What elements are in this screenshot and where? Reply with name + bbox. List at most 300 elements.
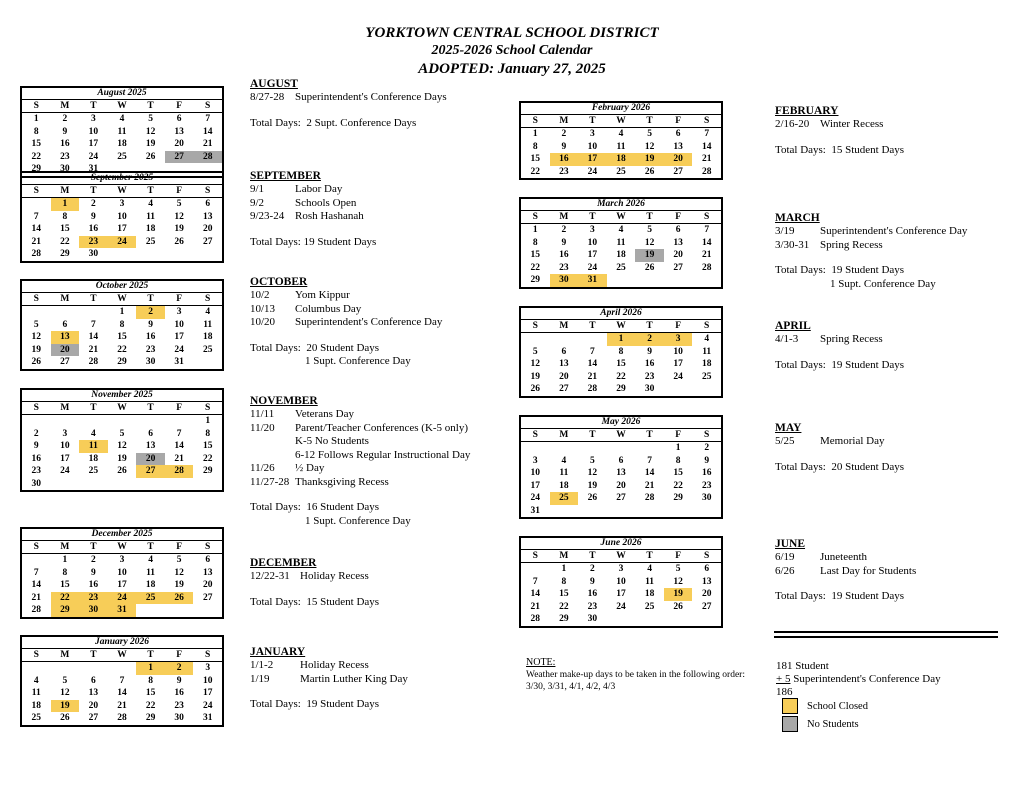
day-cell: 5 xyxy=(647,129,652,139)
empty-day xyxy=(578,442,607,455)
day-cell: 18 xyxy=(559,480,569,491)
day-cell: 15 xyxy=(60,224,70,234)
day-cell: 9 xyxy=(704,455,710,466)
event-item xyxy=(775,333,904,347)
day-cell: 24 xyxy=(202,700,213,711)
day-cell: 9 xyxy=(647,346,652,357)
day-cell: 27 xyxy=(88,713,99,723)
day-cell: 11 xyxy=(616,237,626,248)
day-grid xyxy=(521,224,721,287)
event-date: 11/11 xyxy=(250,408,275,420)
weekday-label: W xyxy=(616,212,626,222)
weekday-label: T xyxy=(589,116,596,126)
empty-day xyxy=(79,306,108,319)
day-grid xyxy=(22,306,222,369)
empty-day xyxy=(22,415,51,428)
day-cell: 15 xyxy=(616,359,626,369)
day-cell: 18 xyxy=(616,250,626,260)
day-cell: 7 xyxy=(205,114,211,124)
empty-day xyxy=(79,415,108,428)
event-item xyxy=(250,673,408,687)
legend-no-students xyxy=(782,716,859,732)
weekday-label: F xyxy=(675,430,682,440)
day-cell: 31 xyxy=(530,505,541,516)
month-calendar xyxy=(20,86,224,178)
day-cell: 30 xyxy=(31,478,42,489)
day-cell: 24 xyxy=(530,493,541,503)
weekday-header xyxy=(521,429,721,442)
month-events xyxy=(775,319,904,372)
weekday-label: S xyxy=(205,294,211,304)
weekday-label: T xyxy=(147,186,154,196)
weekday-label: M xyxy=(559,551,569,561)
day-cell: 25 xyxy=(88,466,99,476)
day-cell: 27 xyxy=(165,151,194,164)
day-cell: 2 xyxy=(635,333,664,346)
day-cell: 11 xyxy=(79,440,108,453)
month-events xyxy=(250,169,376,249)
day-cell: 21 xyxy=(701,250,712,260)
weekday-label: F xyxy=(675,551,682,561)
day-cell: 8 xyxy=(119,319,125,330)
month-events xyxy=(250,556,379,609)
day-cell: 5 xyxy=(176,199,182,209)
month-title: June 2026 xyxy=(521,538,721,550)
empty-day xyxy=(51,662,80,675)
month-title: February 2026 xyxy=(521,103,721,115)
day-cell: 20 xyxy=(202,224,213,234)
total-days: Total Days: 19 Student Days 1 Supt. Conference Day xyxy=(775,264,936,290)
empty-day xyxy=(521,333,550,346)
weekday-label: F xyxy=(176,403,183,413)
day-cell: 24 xyxy=(616,601,626,612)
day-cell: 5 xyxy=(647,225,652,235)
day-cell: 31 xyxy=(174,357,184,367)
day-cell: 12 xyxy=(174,211,184,222)
day-cell: 28 xyxy=(117,713,127,723)
event-date: 9/23-24 xyxy=(250,210,285,222)
day-cell: 11 xyxy=(31,688,41,698)
day-cell: 22 xyxy=(202,453,213,464)
day-cell: 3 xyxy=(176,307,182,317)
empty-day xyxy=(521,563,550,576)
event-item xyxy=(775,435,904,449)
summary-student-days: 181 Student xyxy=(776,660,829,672)
day-cell: 29 xyxy=(559,614,569,624)
day-cell: 30 xyxy=(587,614,598,624)
day-cell: 1 xyxy=(119,307,125,317)
weekday-header xyxy=(22,100,222,113)
day-cell: 25 xyxy=(117,151,127,162)
day-cell: 24 xyxy=(108,236,137,249)
day-cell: 23 xyxy=(79,592,108,605)
event-item xyxy=(250,462,470,476)
day-cell: 8 xyxy=(62,567,68,578)
day-cell: 30 xyxy=(644,384,655,394)
weekday-label: T xyxy=(147,294,154,304)
day-cell: 23 xyxy=(79,236,108,249)
day-cell: 19 xyxy=(635,249,664,262)
day-cell: 24 xyxy=(174,344,184,355)
day-cell: 11 xyxy=(146,567,156,578)
weekday-label: S xyxy=(33,542,39,552)
weekday-label: W xyxy=(616,551,626,561)
day-cell: 21 xyxy=(31,236,42,247)
day-cell: 18 xyxy=(117,139,127,149)
event-item xyxy=(250,422,470,436)
day-cell: 27 xyxy=(559,384,569,394)
month-title: April 2026 xyxy=(521,308,721,320)
day-cell: 23 xyxy=(587,601,598,612)
weekday-label: T xyxy=(147,101,154,111)
day-cell: 13 xyxy=(559,359,569,369)
event-name: Parent/Teacher Conferences (K-5 only) xyxy=(295,421,469,434)
day-cell: 28 xyxy=(701,262,712,273)
weekday-label: S xyxy=(704,551,710,561)
weekday-label: M xyxy=(559,116,569,126)
day-cell: 19 xyxy=(31,344,42,355)
day-cell: 19 xyxy=(530,371,541,382)
month-events xyxy=(250,394,470,528)
event-name: Winter Recess xyxy=(820,118,884,130)
day-cell: 23 xyxy=(644,371,655,382)
weekday-label: S xyxy=(704,430,710,440)
day-cell: 25 xyxy=(145,236,156,247)
day-cell: 24 xyxy=(673,371,683,382)
day-cell: 27 xyxy=(616,493,626,503)
day-grid xyxy=(521,333,721,396)
event-item xyxy=(775,239,967,253)
weekday-label: W xyxy=(117,542,127,552)
day-cell: 13 xyxy=(202,211,213,222)
day-cell: 11 xyxy=(559,468,569,478)
day-cell: 13 xyxy=(51,331,80,344)
weekday-label: F xyxy=(176,542,183,552)
day-cell: 26 xyxy=(174,236,184,247)
event-name: Schools Open xyxy=(295,196,357,209)
month-calendar xyxy=(20,279,224,371)
weekday-header xyxy=(22,649,222,662)
day-summary xyxy=(776,660,941,699)
day-cell: 27 xyxy=(673,166,683,177)
day-cell: 3 xyxy=(590,129,595,139)
day-cell: 23 xyxy=(31,466,42,476)
legend-school-closed-label: School Closed xyxy=(807,700,868,712)
weekday-label: S xyxy=(532,321,538,331)
day-cell: 14 xyxy=(117,688,127,698)
total-days: Total Days: 2 Supt. Conference Days xyxy=(250,116,417,129)
day-cell: 20 xyxy=(673,250,683,260)
month-title: September 2025 xyxy=(22,173,222,185)
day-cell: 14 xyxy=(31,580,42,590)
month-title: March 2026 xyxy=(521,199,721,211)
weekday-label: W xyxy=(616,116,626,126)
event-item xyxy=(775,118,904,132)
day-cell: 26 xyxy=(644,166,655,177)
day-cell: 20 xyxy=(664,153,693,166)
day-cell: 7 xyxy=(647,455,652,466)
weekday-label: S xyxy=(205,650,211,660)
day-cell: 26 xyxy=(145,151,156,162)
day-cell: 25 xyxy=(701,371,712,382)
month-calendar xyxy=(20,171,224,263)
day-cell: 25 xyxy=(202,344,213,355)
day-cell: 18 xyxy=(145,580,156,590)
total-days: Total Days: 19 Student Days xyxy=(775,358,905,371)
day-cell: 14 xyxy=(644,468,655,478)
weekday-header xyxy=(22,293,222,306)
day-cell: 4 xyxy=(148,199,153,209)
empty-day xyxy=(22,306,51,319)
event-item xyxy=(250,210,376,224)
day-cell: 2 xyxy=(561,129,567,139)
month-title: November 2025 xyxy=(22,390,222,402)
day-cell: 5 xyxy=(33,319,39,330)
event-date: 10/2 xyxy=(250,289,270,301)
month-events xyxy=(775,211,967,291)
day-cell: 1 xyxy=(33,114,39,124)
event-date: 11/20 xyxy=(250,421,275,434)
day-cell: 21 xyxy=(701,154,712,164)
weekday-header xyxy=(521,115,721,128)
day-cell: 3 xyxy=(62,428,68,439)
month-calendar xyxy=(20,527,224,619)
month-title: May 2026 xyxy=(521,417,721,429)
day-cell: 20 xyxy=(136,453,165,466)
weekday-label: M xyxy=(60,403,70,413)
day-cell: 1 xyxy=(62,555,68,565)
event-item xyxy=(250,476,470,490)
day-grid xyxy=(22,198,222,261)
weekday-label: S xyxy=(205,403,211,413)
day-cell: 2 xyxy=(136,306,165,319)
weekday-label: T xyxy=(147,542,154,552)
event-item xyxy=(250,449,470,463)
empty-day xyxy=(550,333,579,346)
legend-school-closed xyxy=(782,698,868,714)
day-cell: 5 xyxy=(119,428,125,439)
day-cell: 20 xyxy=(202,580,213,590)
day-cell: 14 xyxy=(587,359,598,369)
day-cell: 2 xyxy=(590,564,595,574)
day-cell: 30 xyxy=(550,274,579,287)
event-item xyxy=(250,91,447,105)
day-cell: 16 xyxy=(701,468,712,478)
calendar-header xyxy=(0,24,1024,78)
day-cell: 17 xyxy=(616,589,626,599)
day-cell: 28 xyxy=(701,166,712,177)
event-month-heading: OCTOBER xyxy=(250,276,308,288)
day-cell: 8 xyxy=(675,455,681,466)
day-cell: 9 xyxy=(33,441,39,451)
event-date: 10/13 xyxy=(250,302,276,315)
event-month-heading: MARCH xyxy=(775,212,820,224)
school-closed-swatch xyxy=(782,698,798,714)
day-cell: 13 xyxy=(174,126,184,137)
day-cell: 28 xyxy=(193,151,222,164)
event-date: 8/27-28 xyxy=(250,91,285,103)
day-cell: 12 xyxy=(587,468,598,478)
day-cell: 14 xyxy=(701,237,712,248)
day-cell: 2 xyxy=(33,428,39,439)
month-calendar xyxy=(20,635,224,727)
day-cell: 23 xyxy=(174,700,184,711)
event-name: Yom Kippur xyxy=(295,289,350,301)
day-cell: 12 xyxy=(60,688,70,698)
day-cell: 17 xyxy=(587,250,598,260)
day-cell: 25 xyxy=(644,601,655,612)
day-cell: 9 xyxy=(62,126,68,137)
day-cell: 2 xyxy=(91,555,96,565)
day-cell: 29 xyxy=(51,604,80,617)
month-events xyxy=(250,645,408,712)
event-name: Columbus Day xyxy=(295,302,362,315)
day-cell: 6 xyxy=(618,455,624,466)
day-cell: 14 xyxy=(530,589,541,599)
empty-day xyxy=(22,662,51,675)
weekday-label: S xyxy=(532,116,538,126)
day-cell: 6 xyxy=(205,555,211,565)
day-cell: 12 xyxy=(530,359,541,369)
day-cell: 13 xyxy=(673,141,683,152)
weekday-label: T xyxy=(147,650,154,660)
day-cell: 16 xyxy=(60,139,70,149)
event-name: ½ Day xyxy=(295,462,325,474)
day-cell: 7 xyxy=(590,346,595,357)
month-title: October 2025 xyxy=(22,281,222,293)
day-cell: 17 xyxy=(117,580,127,590)
total-days: Total Days: 16 Student Days 1 Supt. Conference Day xyxy=(250,501,411,527)
day-cell: 18 xyxy=(644,589,655,599)
day-cell: 26 xyxy=(31,357,42,367)
day-cell: 3 xyxy=(119,555,125,565)
empty-day xyxy=(136,415,165,428)
event-name: Spring Recess xyxy=(820,238,883,251)
day-cell: 30 xyxy=(79,604,108,617)
weekday-label: T xyxy=(589,551,596,561)
note-title: NOTE: xyxy=(526,657,556,668)
day-cell: 3 xyxy=(532,455,538,466)
day-cell: 30 xyxy=(60,164,70,174)
day-cell: 10 xyxy=(60,441,70,451)
weekday-label: T xyxy=(90,403,97,413)
day-cell: 30 xyxy=(701,493,712,503)
day-cell: 10 xyxy=(174,319,184,330)
day-cell: 22 xyxy=(530,166,541,177)
event-month-heading: APRIL xyxy=(775,320,811,332)
day-cell: 21 xyxy=(644,480,655,491)
day-grid xyxy=(22,415,222,490)
day-cell: 17 xyxy=(673,359,683,369)
day-cell: 6 xyxy=(62,319,68,330)
day-cell: 15 xyxy=(31,139,42,149)
day-cell: 13 xyxy=(202,567,213,578)
weekday-label: T xyxy=(589,212,596,222)
month-title: August 2025 xyxy=(22,88,222,100)
day-cell: 29 xyxy=(145,713,156,723)
day-cell: 27 xyxy=(202,236,213,247)
day-cell: 3 xyxy=(91,114,96,124)
day-cell: 24 xyxy=(60,466,70,476)
weekday-label: W xyxy=(616,321,626,331)
day-cell: 22 xyxy=(559,601,569,612)
day-cell: 10 xyxy=(117,211,127,222)
weekday-label: M xyxy=(60,650,70,660)
day-cell: 2 xyxy=(62,114,68,124)
empty-day xyxy=(165,415,194,428)
day-cell: 7 xyxy=(704,129,710,139)
day-cell: 14 xyxy=(31,224,42,234)
total-days: Total Days: 19 Student Days xyxy=(250,235,377,248)
event-date xyxy=(250,449,295,463)
weekday-label: T xyxy=(90,186,97,196)
weekday-label: S xyxy=(532,551,538,561)
day-cell: 17 xyxy=(530,480,541,491)
day-cell: 9 xyxy=(176,675,182,686)
day-cell: 6 xyxy=(205,199,211,209)
event-item xyxy=(250,435,470,449)
day-cell: 25 xyxy=(31,713,42,723)
legend-no-students-label: No Students xyxy=(807,718,859,730)
empty-day xyxy=(521,442,550,455)
day-grid xyxy=(521,442,721,517)
day-cell: 16 xyxy=(145,332,156,342)
day-cell: 22 xyxy=(60,236,70,247)
day-cell: 23 xyxy=(701,480,712,491)
day-cell: 4 xyxy=(647,564,652,574)
event-date: 12/22-31 xyxy=(250,570,290,582)
day-cell: 6 xyxy=(148,428,153,439)
day-cell: 2 xyxy=(704,443,710,453)
month-calendar xyxy=(20,388,224,492)
event-name: Superintendent's Conference Day xyxy=(295,316,443,328)
event-name: Holiday Recess xyxy=(300,659,369,671)
day-cell: 28 xyxy=(31,605,42,615)
event-name: Rosh Hashanah xyxy=(295,210,364,222)
day-cell: 26 xyxy=(673,601,683,612)
day-cell: 3 xyxy=(618,564,624,574)
day-cell: 25 xyxy=(616,262,626,273)
month-calendar xyxy=(519,101,723,180)
day-cell: 26 xyxy=(644,262,655,273)
day-cell: 10 xyxy=(587,141,598,152)
day-cell: 22 xyxy=(51,592,80,605)
event-item xyxy=(250,316,442,330)
empty-day xyxy=(51,306,80,319)
day-cell: 14 xyxy=(174,441,184,451)
day-cell: 14 xyxy=(701,141,712,152)
day-cell: 13 xyxy=(701,576,712,587)
day-cell: 11 xyxy=(702,346,712,357)
day-cell: 18 xyxy=(145,224,156,234)
day-cell: 20 xyxy=(51,344,80,357)
day-cell: 10 xyxy=(117,567,127,578)
day-cell: 20 xyxy=(88,700,99,711)
weekday-label: M xyxy=(60,542,70,552)
day-cell: 8 xyxy=(62,211,68,222)
event-date: 4/1-3 xyxy=(775,333,799,345)
no-students-swatch xyxy=(782,716,798,732)
day-cell: 1 xyxy=(607,333,636,346)
weekday-label: F xyxy=(675,321,682,331)
event-item xyxy=(250,408,470,422)
event-month-heading: JUNE xyxy=(775,538,806,550)
day-cell: 13 xyxy=(616,468,626,478)
day-cell: 30 xyxy=(88,249,99,259)
day-cell: 17 xyxy=(174,332,184,342)
day-cell: 19 xyxy=(145,139,156,149)
day-cell: 1 xyxy=(205,416,211,426)
